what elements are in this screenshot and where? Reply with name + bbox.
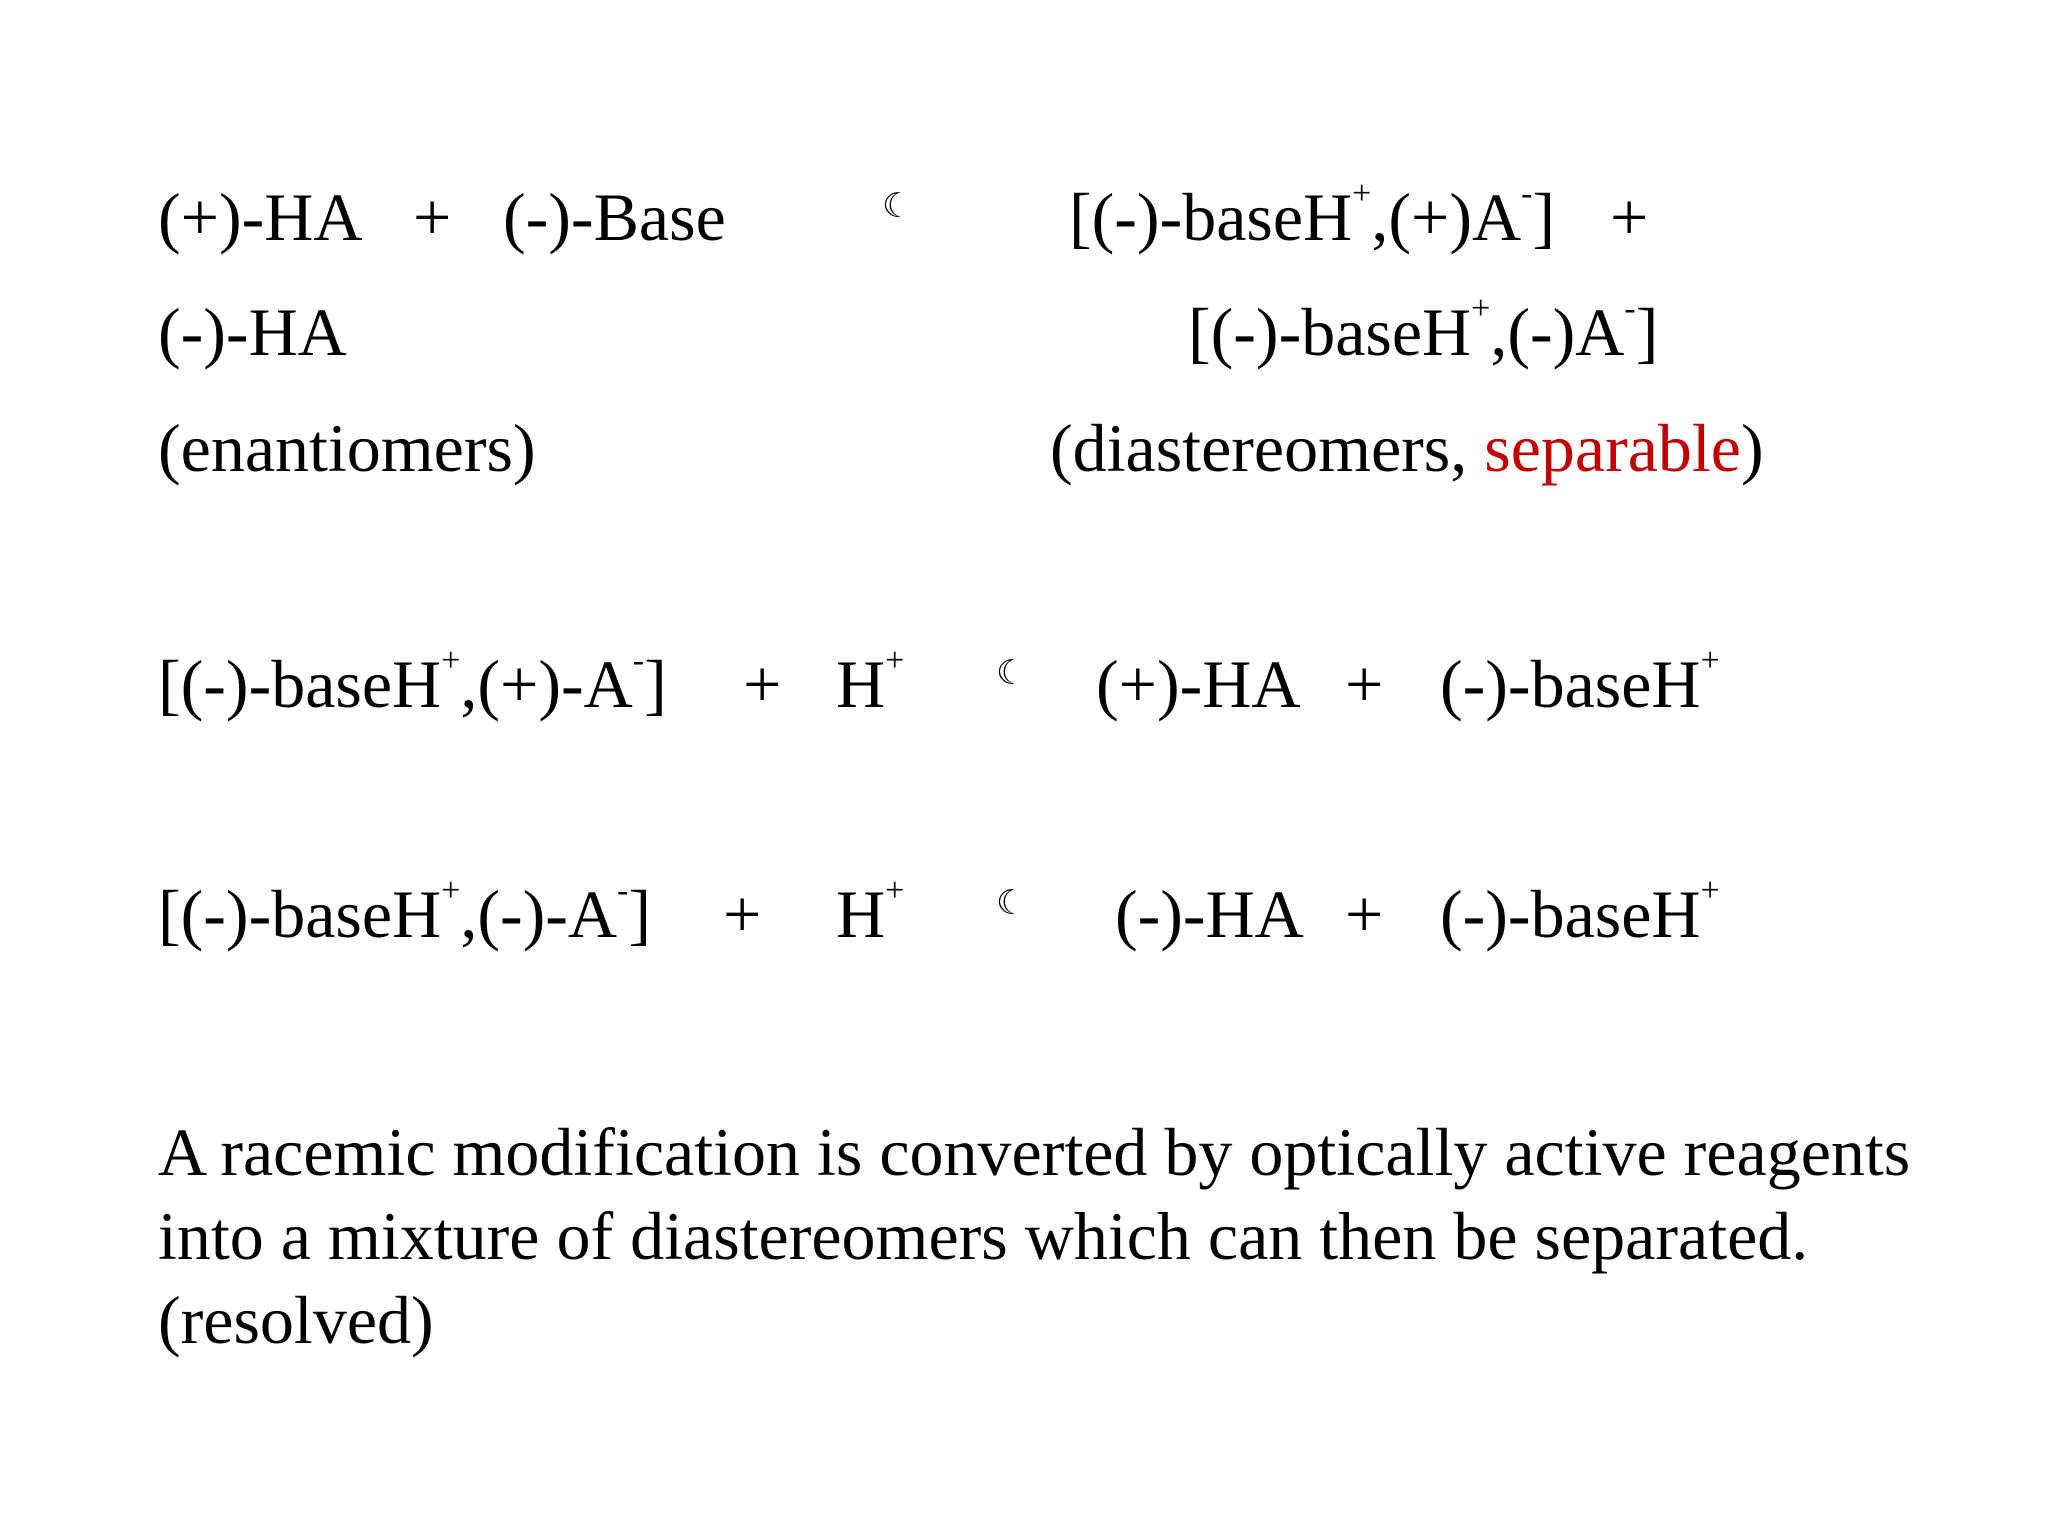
salt-plus-acid: [(-)-baseH+,(+)-A-] [158,642,667,722]
plus-sign: + [413,179,452,255]
separable-highlight: separable [1484,410,1741,486]
equilibrium-arrow-icon: ☾ [996,885,1027,922]
product-base: (-)-baseH+ [1440,872,1720,952]
plus-sign: + [1610,179,1649,255]
enantiomers-label: (enantiomers) [158,410,536,486]
proton: H+ [836,872,905,952]
salt-minus-acid: [(-)-baseH+,(-)-A-] [158,872,652,952]
reactant-base: (-)-Base [503,179,726,255]
plus-sign: + [1345,876,1384,952]
equilibrium-arrow-icon: ☾ [996,655,1027,692]
product-acid: (-)-HA [1115,876,1304,952]
plus-sign: + [723,876,762,952]
reactant-acid-plus: (+)-HA [158,179,363,255]
summary-text: A racemic modification is converted by optically active reagents into a mixture of diastereomers which can then be separated. (resolved) [158,1114,1911,1358]
plus-sign: + [743,646,782,722]
diastereomers-label: (diastereomers, separable) [1050,410,1764,486]
equilibrium-arrow-icon: ☾ [882,188,913,225]
proton: H+ [836,642,905,722]
plus-sign: + [1345,646,1384,722]
reactant-acid-minus: (-)-HA [158,294,347,370]
product-base: (-)-baseH+ [1440,642,1720,722]
product-acid: (+)-HA [1096,646,1301,722]
product-salt-plus: [(-)-baseH+,(+)A-] [1069,175,1556,255]
product-salt-minus: [(-)-baseH+,(-)A-] [1188,290,1659,370]
